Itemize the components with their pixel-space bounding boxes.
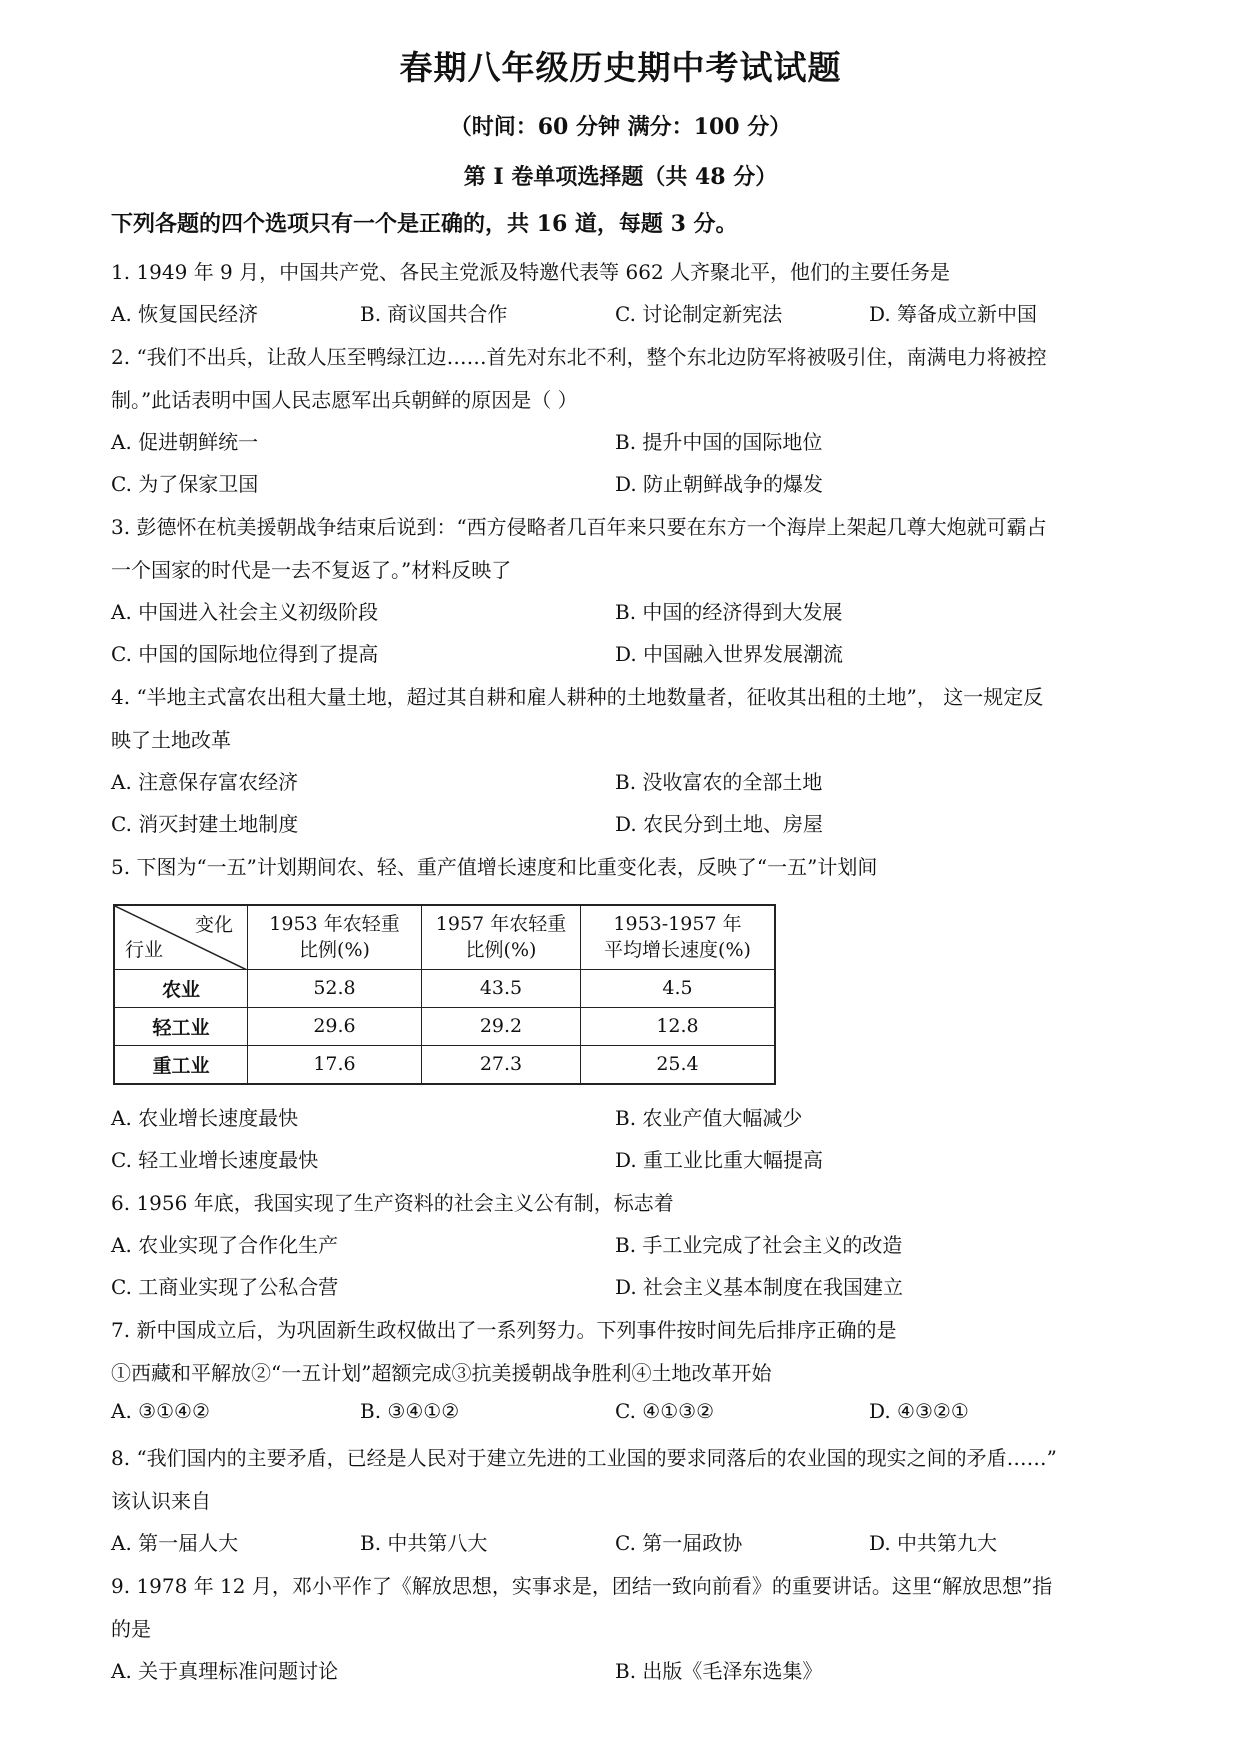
- header-1953-line-2: 比例(%): [299, 939, 370, 962]
- question-7-line-2: ①西藏和平解放②“一五计划”超额完成③抗美援朝战争胜利④土地改革开始: [111, 1361, 772, 1385]
- question-1-text: 1. 1949 年 9 月，中国共产党、各民主党派及特邀代表等 662 人齐聚北平，他们的主要任务是: [111, 260, 951, 284]
- section-heading: 第 I 卷单项选择题（共 48 分）: [463, 164, 778, 190]
- table-cell: 29.2: [422, 1007, 581, 1045]
- q6-option-d: D. 社会主义基本制度在我国建立: [615, 1275, 904, 1299]
- q8-option-a: A. 第一届人大: [111, 1531, 239, 1555]
- table-cell: 27.3: [422, 1045, 581, 1084]
- table-header-1953: [248, 905, 422, 969]
- q2-option-b: B. 提升中国的国际地位: [615, 430, 823, 454]
- question-4-line-1: 4. “半地主式富农出租大量土地，超过其自耕和雇人耕种的土地数量者，征收其出租的土地”， 这一规定反: [111, 685, 1044, 709]
- q3-option-c: C. 中国的国际地位得到了提高: [111, 642, 379, 666]
- question-2-line-1: 2. “我们不出兵，让敌人压至鸭绿江边……首先对东北不利，整个东北边防军将被吸引住，南满电力将被控: [111, 345, 1047, 369]
- q9-option-a: A. 关于真理标准问题讨论: [111, 1659, 339, 1683]
- table-cell: 17.6: [248, 1045, 422, 1084]
- table-row: [114, 1007, 775, 1045]
- q7-option-c: C. ④①③②: [615, 1399, 715, 1423]
- q3-option-a: A. 中国进入社会主义初级阶段: [111, 600, 379, 624]
- q6-option-b: B. 手工业完成了社会主义的改造: [615, 1233, 903, 1257]
- q8-option-c: C. 第一届政协: [615, 1531, 743, 1555]
- q8-option-b: B. 中共第八大: [360, 1531, 488, 1555]
- header-1953-line-1: 1953 年农轻重: [269, 913, 400, 936]
- header-1957-line-1: 1957 年农轻重: [435, 913, 567, 936]
- question-5-text: 5. 下图为“一五”计划期间农、轻、重产值增长速度和比重变化表，反映了“一五”计划间: [111, 855, 878, 879]
- header-1957-line-2: 比例(%): [465, 939, 537, 962]
- question-7-line-1: 7. 新中国成立后，为巩固新生政权做出了一系列努力。下列事件按时间先后排序正确的是: [111, 1318, 897, 1342]
- table-cell: 25.4: [581, 1045, 776, 1084]
- q1-option-a: A. 恢复国民经济: [111, 302, 259, 326]
- question-6-text: 6. 1956 年底，我国实现了生产资料的社会主义公有制，标志着: [111, 1191, 674, 1215]
- table-cell: 52.8: [248, 969, 422, 1007]
- q4-option-a: A. 注意保存富农经济: [111, 770, 299, 794]
- row-label: 重工业: [114, 1045, 248, 1084]
- q5-option-c: C. 轻工业增长速度最快: [111, 1148, 319, 1172]
- header-growth-line-1: 1953-1957 年: [613, 913, 742, 936]
- q6-option-c: C. 工商业实现了公私合营: [111, 1275, 339, 1299]
- row-label: 农业: [114, 969, 248, 1007]
- question-8-line-1: 8. “我们国内的主要矛盾，已经是人民对于建立先进的工业国的要求同落后的农业国的现实之间的矛盾……”: [111, 1446, 1057, 1470]
- table-header-row: [114, 905, 775, 969]
- q1-option-d: D. 筹备成立新中国: [869, 302, 1038, 326]
- q7-option-a: A. ③①④②: [111, 1399, 210, 1423]
- table-cell: 4.5: [581, 969, 776, 1007]
- q9-option-b: B. 出版《毛泽东选集》: [615, 1659, 823, 1683]
- q4-option-d: D. 农民分到土地、房屋: [615, 812, 824, 836]
- table-cell: 12.8: [581, 1007, 776, 1045]
- question-9-line-1: 9. 1978 年 12 月，邓小平作了《解放思想，实事求是，团结一致向前看》的重要讲话。这里“解放思想”指: [111, 1574, 1053, 1598]
- header-growth-line-2: 平均增长速度(%): [604, 939, 751, 962]
- question-2-line-2: 制。”此话表明中国人民志愿军出兵朝鲜的原因是（ ）: [111, 388, 578, 412]
- q4-option-b: B. 没收富农的全部土地: [615, 770, 823, 794]
- table-header-1957: [422, 905, 581, 969]
- table-row: [114, 969, 775, 1007]
- q2-option-c: C. 为了保家卫国: [111, 472, 259, 496]
- q8-option-d: D. 中共第九大: [869, 1531, 998, 1555]
- question-8-line-2: 该认识来自: [111, 1489, 211, 1513]
- q5-option-b: B. 农业产值大幅减少: [615, 1106, 803, 1130]
- q7-option-d: D. ④③②①: [869, 1399, 969, 1423]
- time-info: （时间：60 分钟 满分：100 分）: [449, 114, 792, 140]
- question-3-line-1: 3. 彭德怀在杭美援朝战争结束后说到：“西方侵略者几百年来只要在东方一个海岸上架起几尊大炮就可霸占: [111, 515, 1047, 539]
- corner-label-change: 变化: [194, 914, 233, 936]
- table-cell: 29.6: [248, 1007, 422, 1045]
- q1-option-c: C. 讨论制定新宪法: [615, 302, 783, 326]
- q2-option-d: D. 防止朝鲜战争的爆发: [615, 472, 824, 496]
- q5-option-a: A. 农业增长速度最快: [111, 1106, 299, 1130]
- production-table: [113, 904, 776, 1085]
- row-label: 轻工业: [114, 1007, 248, 1045]
- table-header-growth: [581, 905, 776, 969]
- q2-option-a: A. 促进朝鲜统一: [111, 430, 259, 454]
- corner-label-industry: 行业: [125, 938, 164, 961]
- q3-option-b: B. 中国的经济得到大发展: [615, 600, 843, 624]
- table-row: [114, 1045, 775, 1084]
- exam-title: 春期八年级历史期中考试试题: [399, 48, 842, 87]
- question-3-line-2: 一个国家的时代是一去不复返了。”材料反映了: [111, 558, 512, 582]
- q7-option-b: B. ③④①②: [360, 1399, 460, 1423]
- q1-option-b: B. 商议国共合作: [360, 302, 508, 326]
- table-cell: 43.5: [422, 969, 581, 1007]
- question-4-line-2: 映了土地改革: [111, 728, 231, 752]
- question-9-line-2: 的是: [111, 1617, 151, 1641]
- q5-option-d: D. 重工业比重大幅提高: [615, 1148, 824, 1172]
- table-corner-cell: [114, 905, 248, 969]
- q4-option-c: C. 消灭封建土地制度: [111, 812, 299, 836]
- q6-option-a: A. 农业实现了合作化生产: [111, 1233, 339, 1257]
- q3-option-d: D. 中国融入世界发展潮流: [615, 642, 844, 666]
- instruction: 下列各题的四个选项只有一个是正确的，共 16 道，每题 3 分。: [111, 211, 738, 237]
